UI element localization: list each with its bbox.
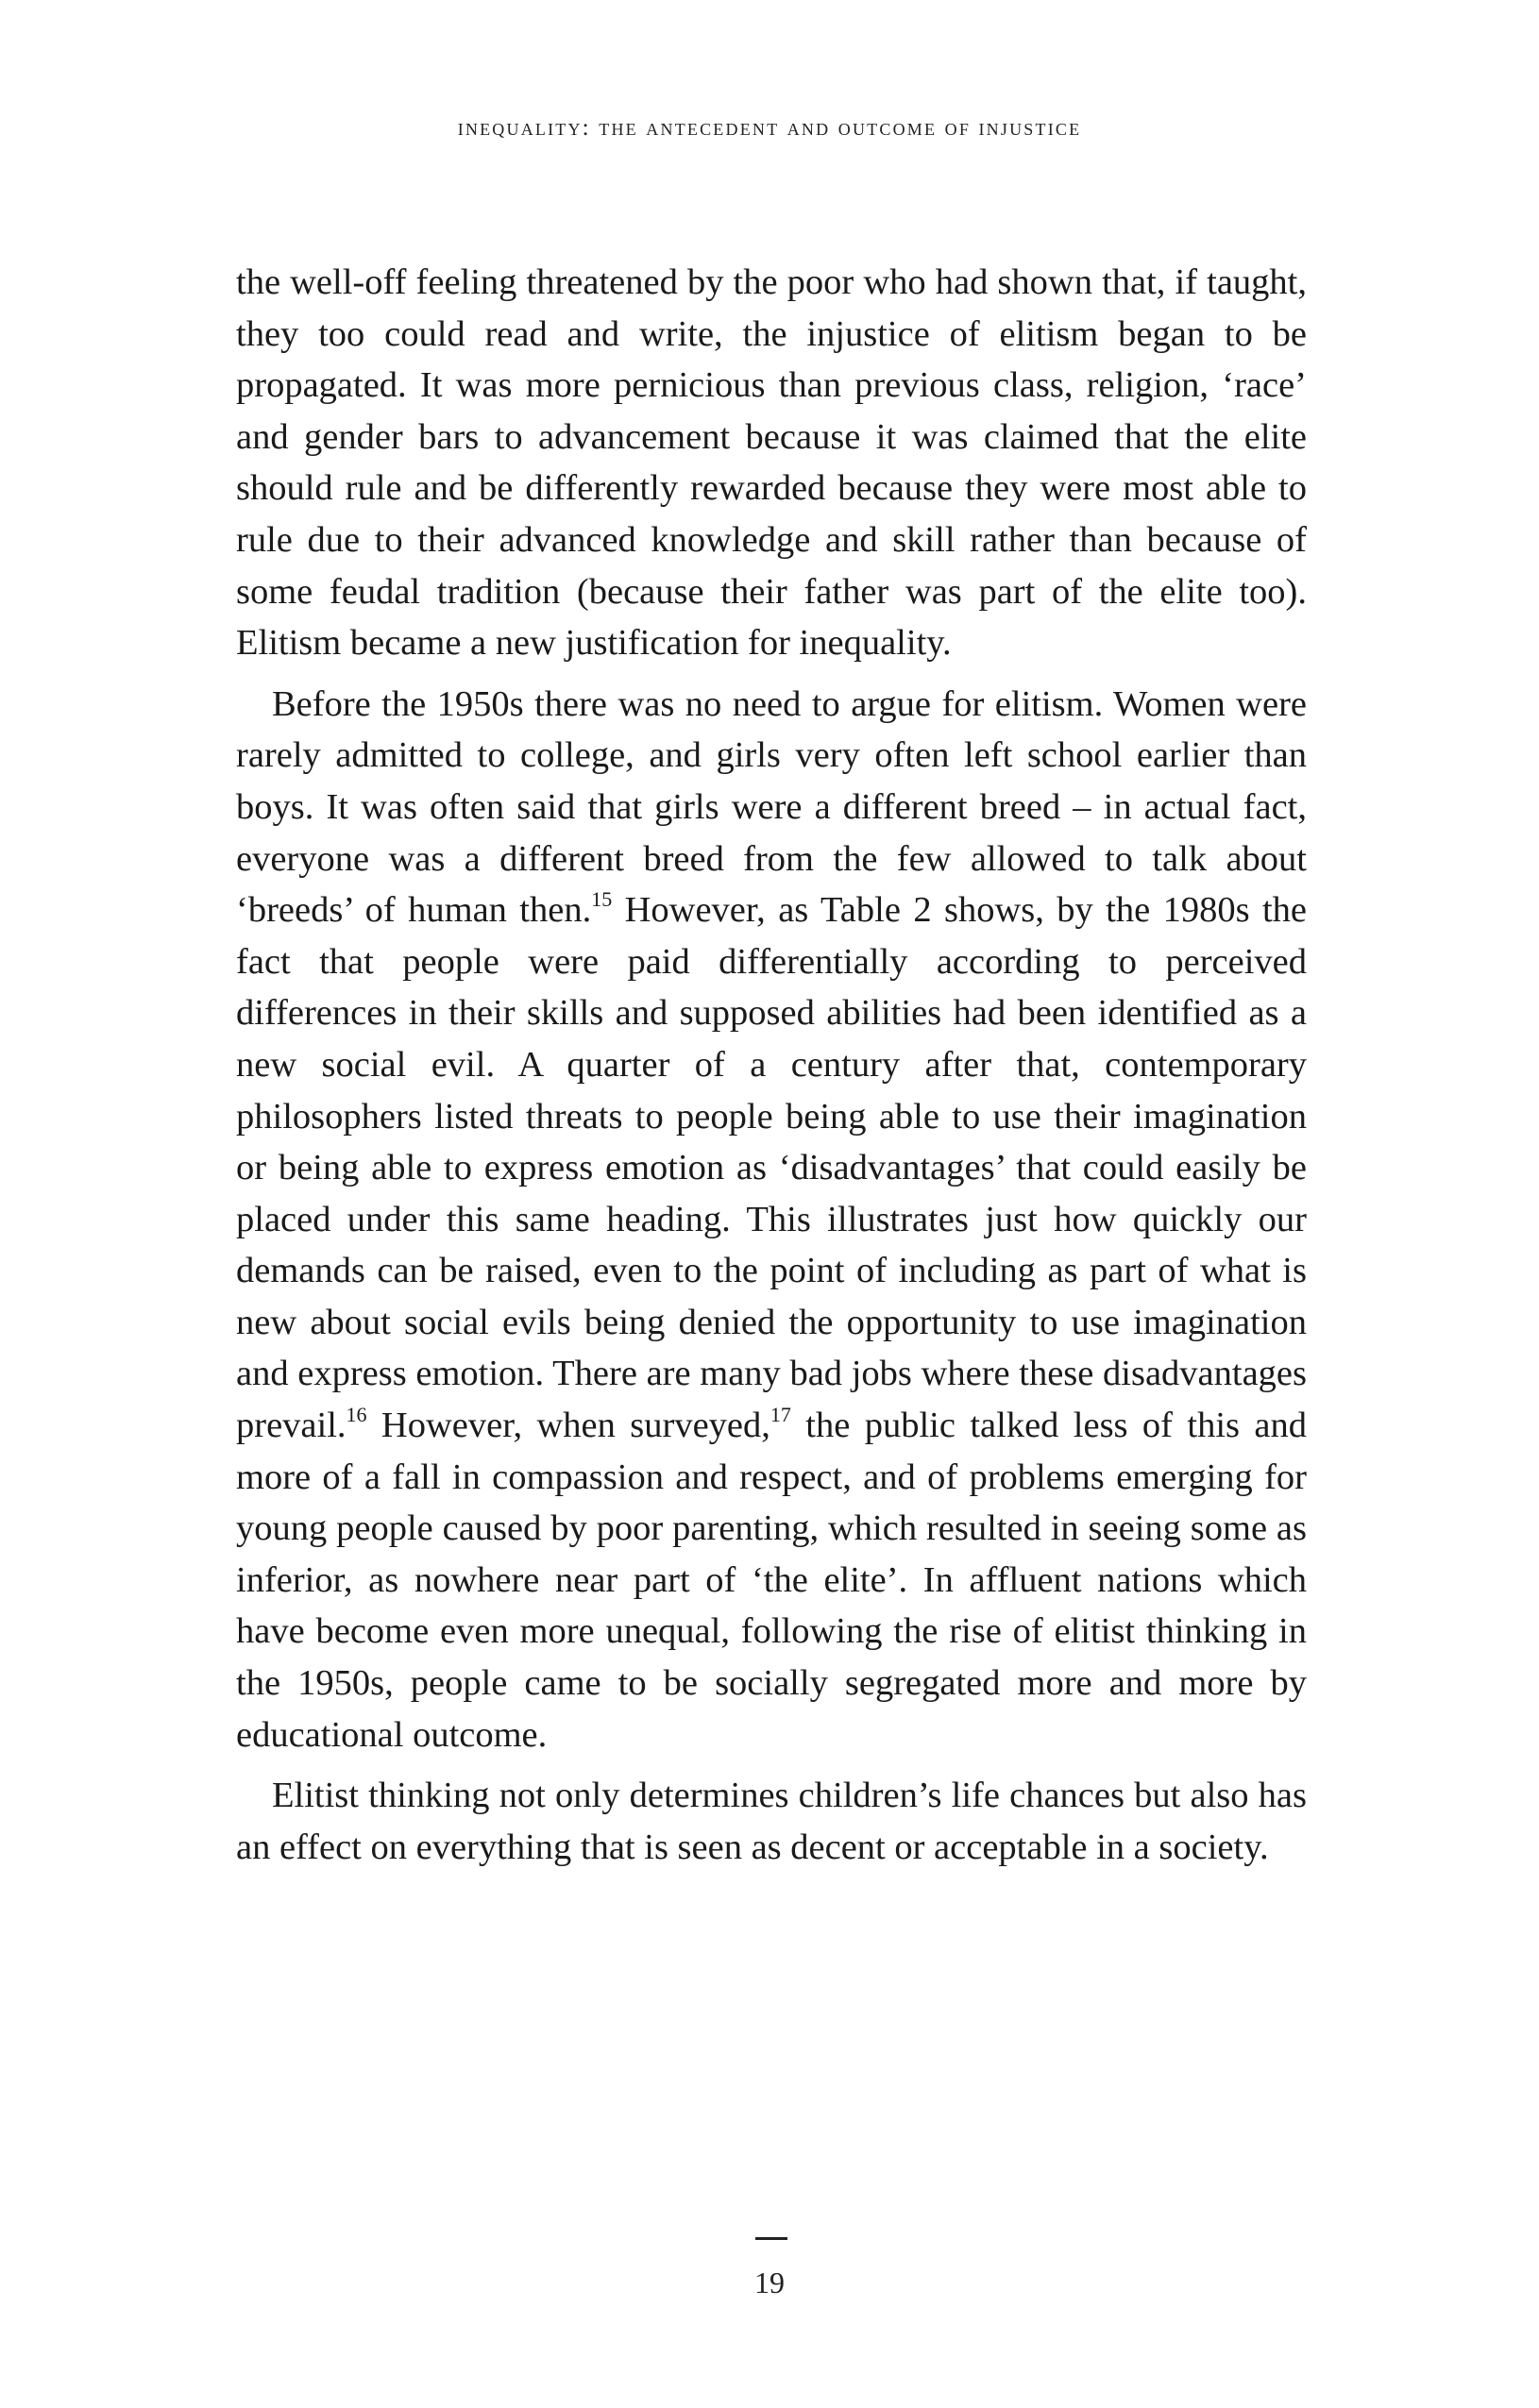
paragraph-2-text-c: However, when surveyed, — [366, 1406, 770, 1446]
running-header: inequality: the antecedent and outcome of injustice — [457, 115, 1082, 141]
paragraph-2-text-a: Before the 1950s there was no need to argue for elitism. Women were rarely admitted to college, and girls very often left school earlier than boys. It was often said that girls were a different breed – in actual fact, everyone was a different breed from the few allowed to talk about ‘breeds’ of human then. — [236, 683, 1307, 931]
footnote-ref-16[interactable]: 16 — [346, 1403, 367, 1427]
footnote-ref-15[interactable]: 15 — [591, 887, 613, 912]
folio-rule — [755, 2237, 787, 2240]
paragraph-2-text-b: However, as Table 2 shows, by the 1980s the fact that people were paid differentially according to perceived differences in their skills and supposed abilities had been identified as a new social evil. A quarter of a century after that, contemporary philosophers listed threats to people being able to use their imagination or being able to express emotion as ‘disadvantages’ that could easily be placed under this same heading. This illustrates just how quickly our demands can be raised, even to the point of including as part of what is new about social evils being denied the opportunity to use imagination and express emotion. There are many bad jobs where these disadvantages prevail. — [236, 890, 1307, 1446]
paragraph-2-text-d: the public talked less of this and more of a fall in compassion and respect, and of problems emerging for young people caused by poor parenting, which resulted in seeing some as inferior, as nowhere near part of ‘the elite’. In affluent nations which have become even more unequal, following the rise of elitist thinking in the 1950s, people came to be socially segregated more and more by educational outcome. — [236, 1406, 1308, 1755]
paragraph-3: Elitist thinking not only determines children’s life chances but also has an effect on everything that is seen as decent or acceptable in a society. — [236, 1776, 1307, 1867]
page-number: 19 — [754, 2265, 785, 2299]
paragraph-2 — [236, 679, 1307, 1760]
body-text — [236, 257, 1307, 1882]
footnote-ref-17[interactable]: 17 — [770, 1403, 791, 1427]
paragraph-1: the well-off feeling threatened by the poor who had shown that, if taught, they too could read and write, the injustice of elitism began to be propagated. It was more pernicious than previous class, religion, ‘race’ and gender bars to advancement because it was claimed that the elite should rule and be differently rewarded because they were most able to rule due to their advanced knowledge and skill rather than because of some feudal tradition (because their father was part of the elite too). Elitism became a new justification for inequality. — [236, 262, 1307, 664]
